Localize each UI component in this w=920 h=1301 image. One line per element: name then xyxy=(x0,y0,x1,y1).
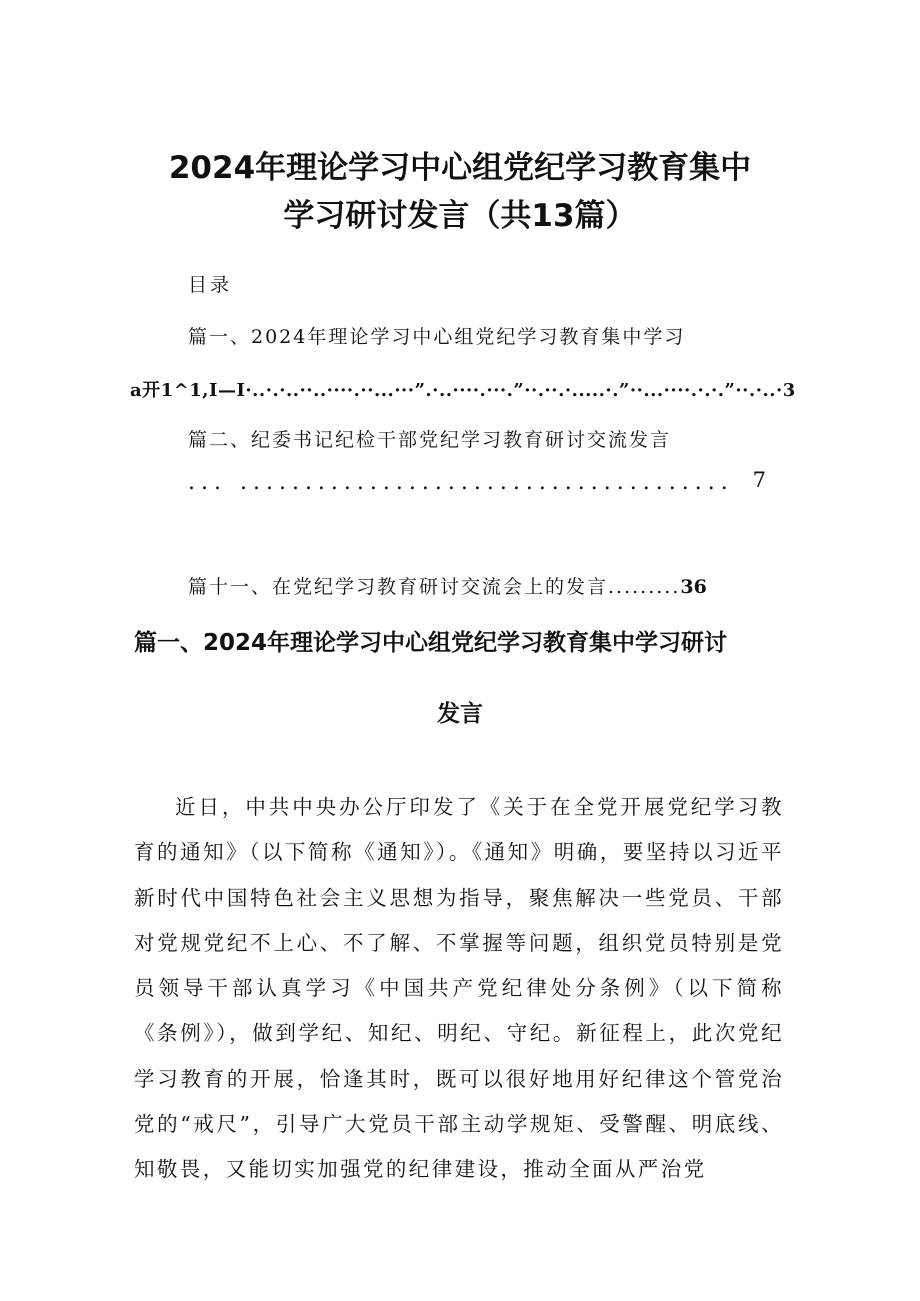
toc-item-11[interactable] xyxy=(188,572,707,599)
toc-item-2[interactable]: 篇二、纪委书记纪检干部党纪学习教育研讨交流发言 xyxy=(188,429,672,451)
document-title-line-1: 2024年理论学习中心组党纪学习教育集中 xyxy=(168,150,752,186)
document-title-line-2: 学习研讨发言（共13篇） xyxy=(283,198,637,234)
toc-item-2-dots: ... ...................................... xyxy=(188,470,734,495)
body-paragraph: 近日，中共中央办公厅印发了《关于在全党开展党纪学习教育的通知》（以下简称《通知》）。《通知》明确，要坚持以习近平新时代中国特色社会主义思想为指导，聚焦解决一些党员、干部对党规党纪不上心、不了解、不掌握等问题，组织党员特别是党员领导干部认真学习《中国共产党纪律处分条例》（以下简称《条例》），做到学纪、知纪、明纪、守纪。新征程上，此次党纪学习教育的开展，恰逢其时，既可以很好地用好纪律这个管党治党的“戒尺”，引导广大党员干部主动学规矩、受警醒、明底线、知敬畏，又能切实加强党的纪律建设，推动全面从严治党 xyxy=(134,795,784,1182)
toc-item-11-label: 篇十一、在党纪学习教育研讨交流会上的发言......... xyxy=(188,576,681,598)
toc-item-1-continuation[interactable]: a开1^1,I—I·..·.·..··..····.··...···”.·..····.···.”··.··.·.....·.”··...····.·.·.”··.·..·3 xyxy=(130,380,796,401)
toc-item-11-page: 36 xyxy=(680,576,707,598)
toc-item-2-page: 7 xyxy=(752,470,766,492)
toc-item-2-leader[interactable] xyxy=(188,470,766,495)
toc-heading: 目录 xyxy=(188,274,233,296)
section-title-line-2: 发言 xyxy=(437,701,483,727)
section-title-line-1: 篇一、2024年理论学习中心组党纪学习教育集中学习研讨 xyxy=(134,630,728,656)
toc-item-1[interactable]: 篇一、2024年理论学习中心组党纪学习教育集中学习 xyxy=(188,326,686,348)
